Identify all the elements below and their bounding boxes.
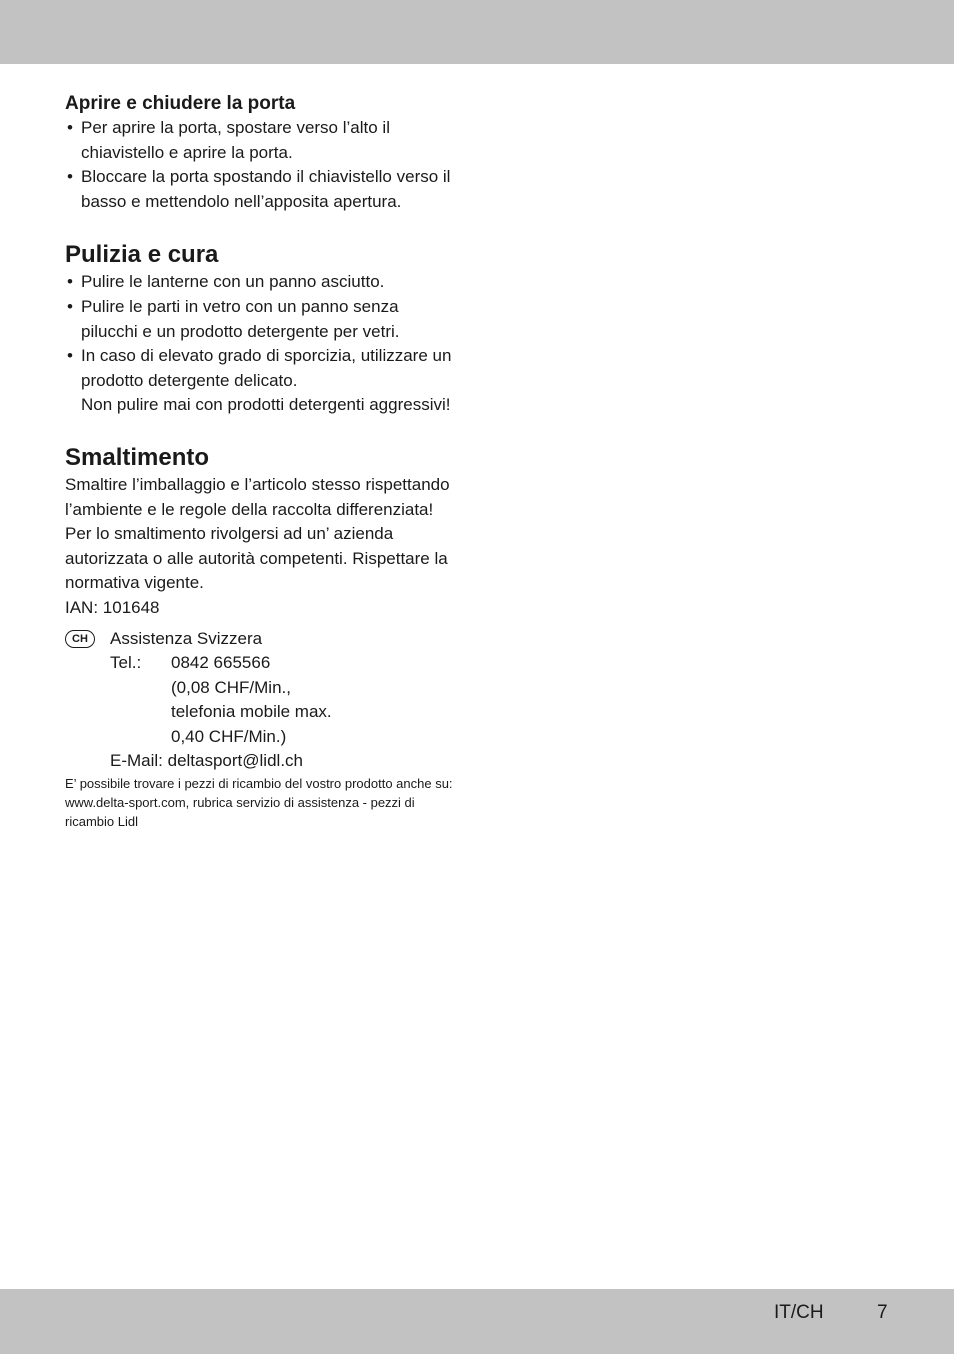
tel-details — [171, 651, 332, 749]
header-band — [0, 0, 954, 64]
cleaning-bullet-1: • Pulire le lanterne con un panno asciutto. — [65, 270, 455, 295]
cleaning-bullet-3 — [65, 344, 455, 418]
door-heading: Aprire e chiudere la porta — [65, 93, 296, 114]
disposal-text: Smaltire l’imballaggio e l’articolo stesso rispettando l’ambiente e le regole della raccolta differenziata! Per lo smaltimento rivolgersi ad un’ azienda autorizzata o alle autorità competenti. Rispettare la normativa vigente. — [65, 474, 450, 593]
service-name: Assistenza Svizzera — [110, 628, 263, 648]
door-bullet-list — [65, 116, 455, 214]
disposal-heading: Smaltimento — [65, 443, 210, 471]
door-bullet-2: • Bloccare la porta spostando il chiavistello verso il basso e mettendolo nell’apposita apertura. — [65, 165, 455, 214]
cleaning-heading: Pulizia e cura — [65, 241, 219, 269]
cleaning-bullet-list — [65, 270, 455, 418]
cleaning-bullet-2: • Pulire le parti in vetro con un panno senza pilucchi e un prodotto detergente per vetri. — [65, 295, 455, 344]
cleaning-bullet-3-text: In caso di elevato grado di sporcizia, utilizzare un prodotto detergente delicato. — [81, 346, 452, 390]
tel-label: Tel.: — [110, 653, 142, 673]
ian-number: IAN: 101648 — [65, 597, 160, 617]
page-number: 7 — [877, 1302, 888, 1323]
tel-row — [110, 651, 455, 749]
footer-language: IT/CH — [774, 1302, 824, 1323]
tel-rate-3: 0,40 CHF/Min.) — [171, 726, 287, 746]
tel-rate-2: telefonia mobile max. — [171, 702, 332, 722]
door-bullet-1: • Per aprire la porta, spostare verso l’alto il chiavistello e aprire la porta. — [65, 116, 455, 165]
content-column — [65, 92, 455, 831]
contact-block — [65, 627, 455, 775]
tel-number: 0842 665566 — [171, 653, 271, 673]
ch-badge-icon: CH — [65, 630, 95, 648]
tel-rate-1: (0,08 CHF/Min., — [171, 677, 291, 697]
spare-parts-note: E’ possibile trovare i pezzi di ricambio del vostro prodotto anche su: www.delta-sport.com, rubrica servizio di assistenza - pezzi di ricambio Lidl — [65, 776, 453, 830]
cleaning-warning: Non pulire mai con prodotti detergenti aggressivi! — [81, 395, 451, 415]
email-line: E-Mail: deltasport@lidl.ch — [110, 751, 303, 771]
